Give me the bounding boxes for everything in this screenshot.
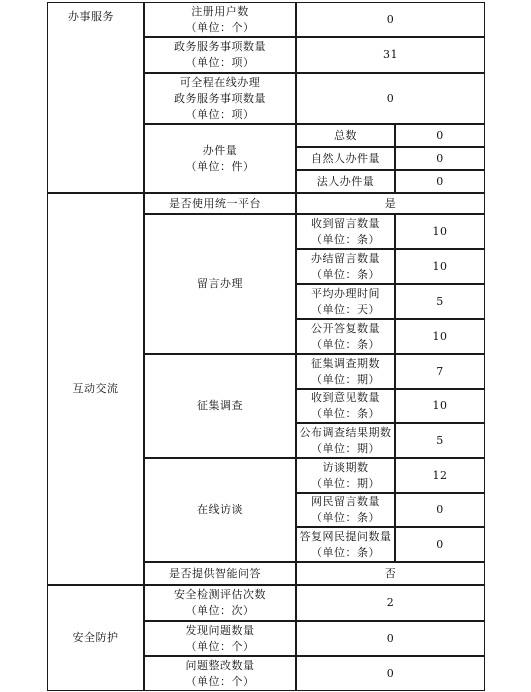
message-handling-label: 留言办理 — [144, 214, 296, 354]
service-items-label: 政务服务事项数量 （单位：项） — [144, 37, 296, 73]
issues-fixed-value: 0 — [296, 656, 485, 691]
processed-legal-value: 0 — [395, 170, 485, 193]
processed-total-value: 0 — [395, 124, 485, 147]
interview-answered-label: 答复网民提问数量 （单位：条） — [296, 527, 395, 562]
online-items-value: 0 — [296, 73, 485, 124]
issues-fixed-label: 问题整改数量 （单位：个） — [144, 656, 296, 691]
survey-opinions-value: 10 — [395, 389, 485, 423]
messages-received-value: 10 — [395, 214, 485, 249]
section-ban-shi-fu-wu: 办事服务 — [47, 2, 144, 193]
section-hu-dong-jiao-liu: 互动交流 — [47, 193, 144, 585]
processed-total-label: 总数 — [296, 124, 395, 147]
unified-platform-label: 是否使用统一平台 — [144, 193, 296, 214]
avg-time-label: 平均办理时间 （单位：天） — [296, 284, 395, 319]
processed-label: 办件量 （单位：件） — [144, 124, 296, 193]
interview-label: 在线访谈 — [144, 458, 296, 562]
processed-natural-label: 自然人办件量 — [296, 147, 395, 170]
registered-users-label: 注册用户数 （单位：个） — [144, 2, 296, 37]
issues-found-value: 0 — [296, 621, 485, 656]
assessments-value: 2 — [296, 585, 485, 621]
survey-results-label: 公布调查结果期数 （单位：期） — [296, 423, 395, 458]
assessments-label: 安全检测评估次数 （单位：次） — [144, 585, 296, 621]
survey-label: 征集调查 — [144, 354, 296, 458]
section-an-quan-fang-hu: 安全防护 — [47, 585, 144, 691]
registered-users-value: 0 — [296, 2, 485, 37]
service-items-value: 31 — [296, 37, 485, 73]
interview-periods-value: 12 — [395, 458, 485, 493]
messages-completed-label: 办结留言数量 （单位：条） — [296, 249, 395, 284]
statistics-table — [47, 2, 485, 691]
interview-messages-label: 网民留言数量 （单位：条） — [296, 493, 395, 527]
public-replies-label: 公开答复数量 （单位：条） — [296, 319, 395, 354]
online-items-label: 可全程在线办理 政务服务事项数量 （单位：项） — [144, 73, 296, 124]
survey-periods-label: 征集调查期数 （单位：期） — [296, 354, 395, 389]
messages-completed-value: 10 — [395, 249, 485, 284]
interview-periods-label: 访谈期数 （单位：期） — [296, 458, 395, 493]
avg-time-value: 5 — [395, 284, 485, 319]
survey-opinions-label: 收到意见数量 （单位：条） — [296, 389, 395, 423]
smart-qa-label: 是否提供智能问答 — [144, 562, 296, 585]
interview-answered-value: 0 — [395, 527, 485, 562]
smart-qa-value: 否 — [296, 562, 485, 585]
unified-platform-value: 是 — [296, 193, 485, 214]
processed-natural-value: 0 — [395, 147, 485, 170]
interview-messages-value: 0 — [395, 493, 485, 527]
processed-legal-label: 法人办件量 — [296, 170, 395, 193]
survey-results-value: 5 — [395, 423, 485, 458]
issues-found-label: 发现问题数量 （单位：个） — [144, 621, 296, 656]
messages-received-label: 收到留言数量 （单位：条） — [296, 214, 395, 249]
public-replies-value: 10 — [395, 319, 485, 354]
survey-periods-value: 7 — [395, 354, 485, 389]
